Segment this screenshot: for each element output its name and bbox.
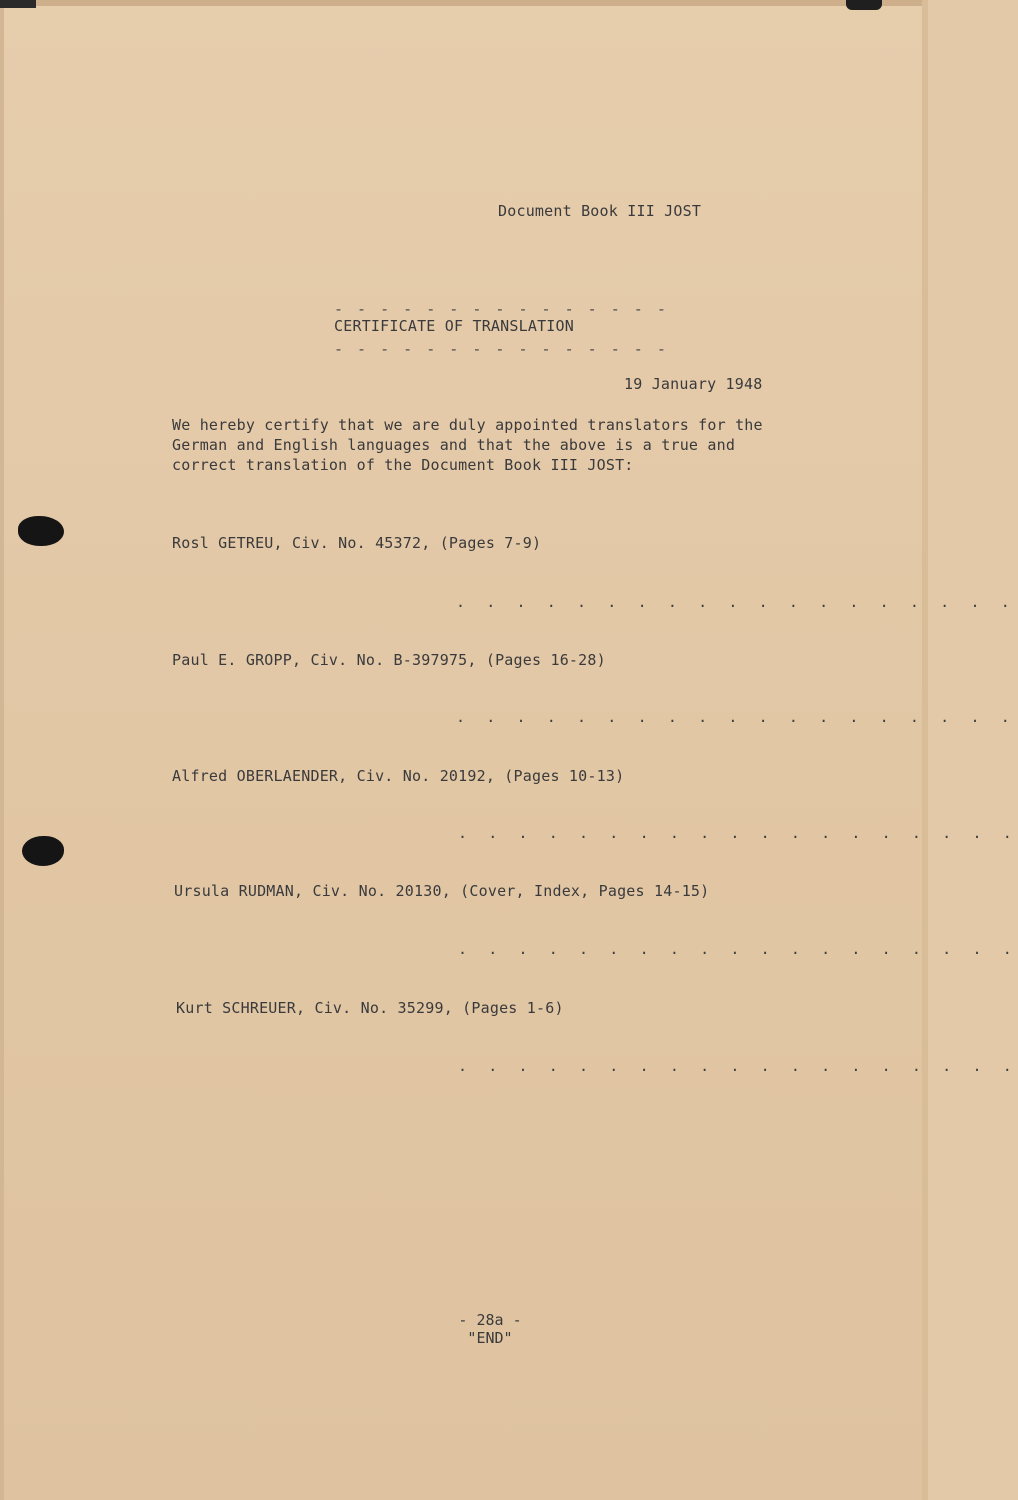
document-reference: Document Book III JOST <box>498 202 702 220</box>
signature-line: . . . . . . . . . . . . . . . . . . . <box>458 940 1018 958</box>
signature-line: . . . . . . . . . . . . . . . . . . . <box>458 1057 1018 1075</box>
translator-entry: Kurt SCHREUER, Civ. No. 35299, (Pages 1-6) <box>176 999 564 1017</box>
signature-line: . . . . . . . . . . . . . . . . . . . <box>456 708 1016 726</box>
signature-line: . . . . . . . . . . . . . . . . . . . <box>458 824 1018 842</box>
paper-edge-top <box>0 0 928 6</box>
punch-hole <box>18 516 64 546</box>
statement-line: correct translation of the Document Book III JOST: <box>172 456 634 474</box>
end-mark: "END" <box>467 1329 513 1347</box>
certification-statement <box>172 415 812 475</box>
translator-entry: Rosl GETREU, Civ. No. 45372, (Pages 7-9) <box>172 534 542 552</box>
title-rule-bottom: - - - - - - - - - - - - - - - <box>334 340 669 358</box>
paper-edge-left <box>0 0 4 1500</box>
translator-entry: Paul E. GROPP, Civ. No. B-397975, (Pages 16-28) <box>172 651 606 669</box>
corner-mark <box>846 0 882 10</box>
punch-hole <box>22 836 64 866</box>
title-rule-top: - - - - - - - - - - - - - - - <box>334 300 669 318</box>
signature-line: . . . . . . . . . . . . . . . . . . . <box>456 593 1016 611</box>
certificate-date: 19 January 1948 <box>624 375 763 393</box>
statement-line: German and English languages and that the above is a true and <box>172 436 736 454</box>
translator-entry: Alfred OBERLAENDER, Civ. No. 20192, (Pages 10-13) <box>172 767 625 785</box>
corner-mark <box>0 0 36 8</box>
page-number: - 28a - <box>458 1311 522 1329</box>
certificate-title: CERTIFICATE OF TRANSLATION <box>334 317 574 335</box>
paper-edge-right <box>922 0 928 1500</box>
translator-entry: Ursula RUDMAN, Civ. No. 20130, (Cover, Index, Pages 14-15) <box>174 882 710 900</box>
statement-line: We hereby certify that we are duly appointed translators for the <box>172 416 763 434</box>
